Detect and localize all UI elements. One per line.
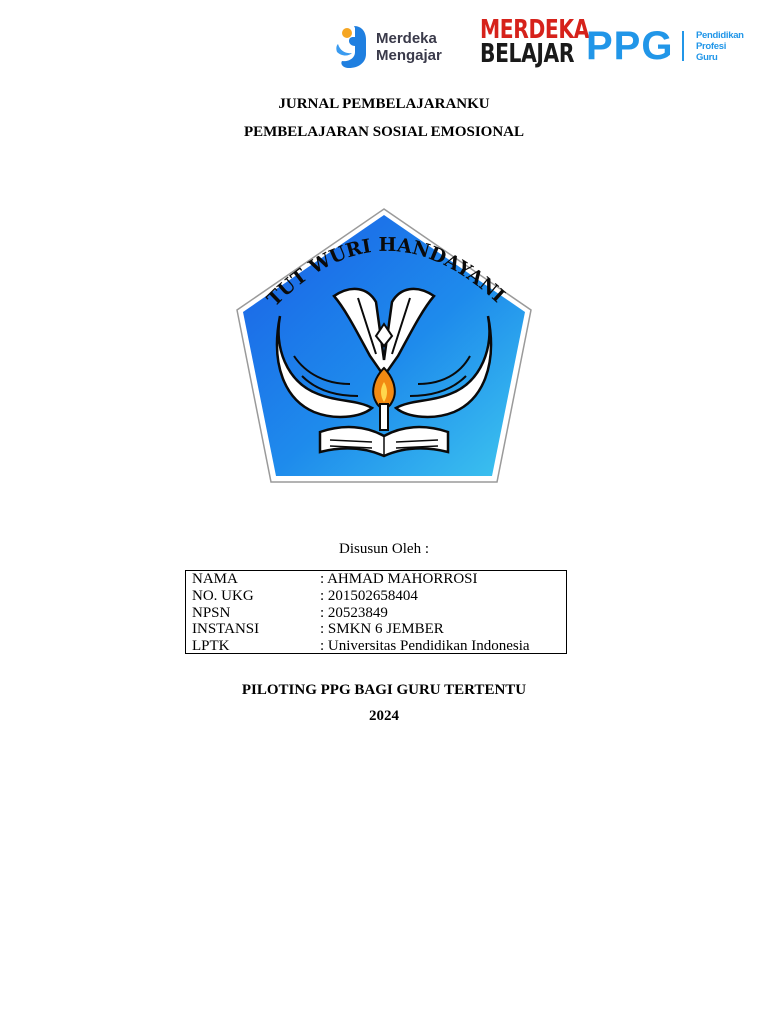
ppg-subtitle (696, 30, 756, 63)
tut-wuri-handayani-emblem-icon (234, 206, 534, 488)
merdeka-mengajar-logo (334, 24, 464, 70)
ppg-divider (682, 31, 684, 61)
author-info-box (185, 570, 567, 654)
document-title: JURNAL PEMBELAJARANKU (278, 96, 490, 112)
merdeka-belajar-logo (480, 15, 590, 69)
info-value: : SMKN 6 JEMBER (320, 621, 444, 637)
info-value: : 201502658404 (320, 587, 418, 604)
info-value: : 20523849 (320, 604, 388, 621)
ppg-sub-line3: Guru (696, 52, 718, 63)
merdeka-belajar-line1: MERDEKA (480, 15, 590, 45)
merdeka-belajar-line2: BELAJAR (480, 39, 575, 69)
merdeka-mengajar-line1: Merdeka (376, 30, 437, 47)
header-logo-bar (330, 15, 750, 74)
emblem-motto: TUT WURI HANDAYANI (262, 233, 509, 311)
info-value: : AHMAD MAHORROSI (320, 571, 478, 587)
info-key: LPTK (192, 638, 230, 654)
merdeka-mengajar-line2: Mengajar (376, 47, 442, 64)
prepared-by-label: Disusun Oleh : (339, 541, 429, 557)
info-key: NPSN (192, 604, 231, 621)
info-value: : Universitas Pendidikan Indonesia (320, 638, 530, 654)
ppg-mark: PPG (586, 24, 674, 68)
merdeka-mengajar-logo-mark-icon (334, 24, 374, 70)
document-year: 2024 (369, 708, 399, 724)
ppg-sub-line1: Pendidikan (696, 30, 744, 41)
program-title: PILOTING PPG BAGI GURU TERTENTU (241, 682, 527, 698)
info-key: NAMA (192, 571, 238, 587)
ppg-sub-line2: Profesi (696, 41, 727, 52)
info-key: NO. UKG (192, 587, 254, 604)
document-subtitle: PEMBELAJARAN SOSIAL EMOSIONAL (243, 124, 525, 140)
info-key: INSTANSI (192, 621, 260, 637)
